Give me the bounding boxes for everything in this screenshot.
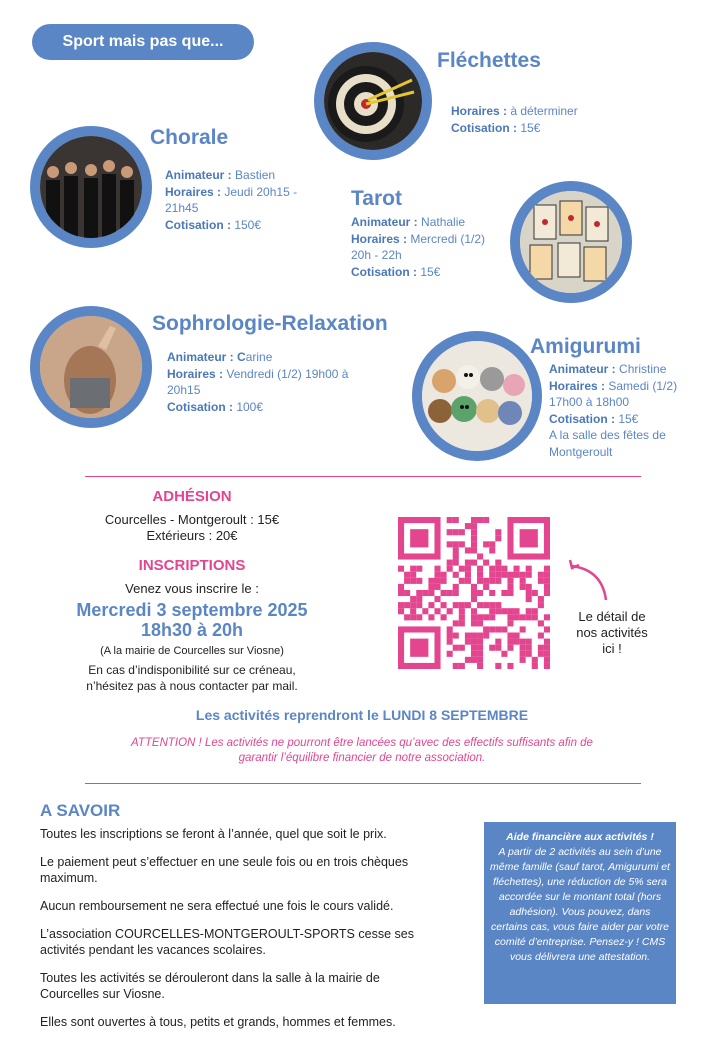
- savoir-item: L’association COURCELLES-MONTGEROULT-SPORTS cesse ses activités pendant les vacances scolaires.: [40, 927, 414, 957]
- arrow-icon: [562, 556, 612, 606]
- divider-bottom: [85, 783, 641, 784]
- adhesion-external: Extérieurs : 20€: [146, 528, 238, 543]
- inscriptions-time: 18h30 à 20h: [140, 620, 244, 640]
- chorale-info: Animateur : Bastien Horaires : Jeudi 20h15 - 21h45 Cotisation : 150€: [165, 168, 298, 232]
- financial-aid-body: A partir de 2 activités au sein d’une même famille (sauf tarot, Amigurumi et fléchettes), une réduction de 5% sera accordée sur le montant total (hors adhésion). Vous pouvez, dans certains cas, vous faire aider par votre comité d’entreprise. Pensez-y ! CMS vous délivrera une attestation.: [490, 846, 670, 963]
- qr-caption: Le détail de nos activités ici !: [576, 609, 648, 656]
- adhesion-title: ADHÉSION: [152, 488, 232, 505]
- savoir-item: Toutes les inscriptions se feront à l’année, quel que soit le prix.: [40, 827, 387, 841]
- inscriptions-note-2: n’hésitez pas à nous contacter par mail.: [86, 679, 298, 693]
- savoir-item: Aucun remboursement ne sera effectué une fois le cours validé.: [40, 899, 394, 913]
- qr-code[interactable]: [398, 517, 550, 669]
- tarot-photo: [510, 181, 632, 303]
- amigurumi-info: Animateur : Christine Horaires : Samedi (1/2) 17h00 à 18h00 Cotisation : 15€ A la salle des fêtes de Montgeroult: [549, 362, 678, 459]
- flechettes-title: Fléchettes: [437, 49, 541, 72]
- savoir-title: A SAVOIR: [40, 801, 121, 820]
- sophro-title: Sophrologie-Relaxation: [152, 312, 388, 335]
- darts-photo: [314, 42, 432, 160]
- section-pill: Sport mais pas que...: [32, 24, 254, 60]
- tarot-title: Tarot: [351, 187, 402, 210]
- flechettes-info: Horaires : à déterminer Cotisation : 15€: [451, 104, 578, 135]
- amigurumi-photo: [412, 331, 542, 461]
- chorale-title: Chorale: [150, 126, 229, 149]
- adhesion-local: Courcelles - Montgeroult : 15€: [104, 512, 280, 527]
- amigurumi-title: Amigurumi: [530, 335, 641, 358]
- inscriptions-date: Mercredi 3 septembre 2025: [76, 600, 308, 620]
- inscriptions-title: INSCRIPTIONS: [138, 557, 246, 574]
- reprise-banner: Les activités reprendront le LUNDI 8 SEPTEMBRE: [195, 707, 529, 723]
- divider-top: [85, 476, 641, 477]
- choir-photo: [30, 126, 152, 248]
- attention-line-2: garantir l’équilibre financier de notre association.: [238, 752, 486, 764]
- financial-aid-box: [484, 822, 676, 1004]
- inscriptions-place: (A la mairie de Courcelles sur Viosne): [100, 645, 284, 657]
- savoir-list: [40, 826, 415, 1042]
- savoir-item: Toutes les activités se dérouleront dans la salle à la mairie de Courcelles sur Viosne.: [40, 971, 380, 1001]
- sophro-info: Animateur : Carine Horaires : Vendredi (1/2) 19h00 à 20h15 Cotisation : 100€: [167, 350, 349, 414]
- inscriptions-note-1: En cas d’indisponibilité sur ce créneau,: [88, 663, 296, 677]
- inscriptions-intro: Venez vous inscrire le :: [125, 581, 259, 596]
- financial-aid-title: Aide financière aux activités !: [506, 831, 654, 843]
- tarot-info: Animateur : Nathalie Horaires : Mercredi (1/2) 20h - 22h Cotisation : 15€: [351, 215, 486, 279]
- sophro-photo: [30, 306, 152, 428]
- savoir-item: Elles sont ouvertes à tous, petits et grands, hommes et femmes.: [40, 1015, 396, 1029]
- savoir-item: Le paiement peut s’effectuer en une seule fois ou en trois chèques maximum.: [40, 855, 409, 885]
- attention-line-1: ATTENTION ! Les activités ne pourront être lancées qu’avec des effectifs suffisants afin de: [131, 737, 593, 749]
